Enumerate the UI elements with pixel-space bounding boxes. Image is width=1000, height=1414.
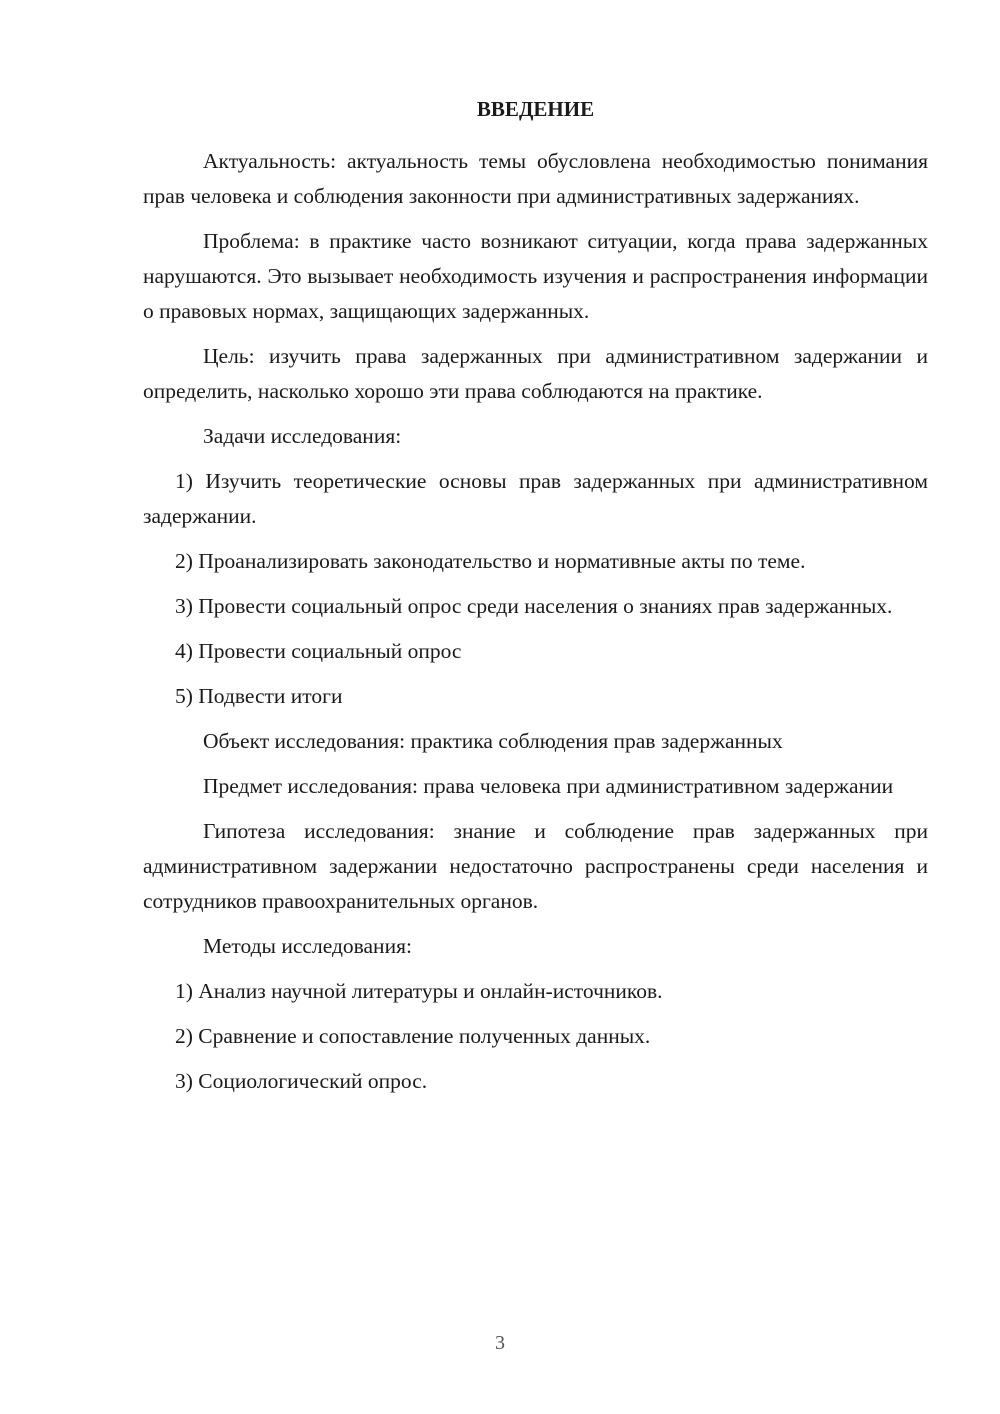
page-number: 3 xyxy=(495,1332,505,1354)
section-heading: ВВЕДЕНИЕ xyxy=(476,97,595,121)
task-item-2: 2) Проанализировать законодательство и нормативные акты по теме. xyxy=(175,549,806,573)
paragraph-hypothesis: Гипотеза исследования: знание и соблюдение прав задержанных при административном задержании недостаточно распространены среди населения и сотрудников правоохранительных органов. xyxy=(143,819,928,913)
method-item-2: 2) Сравнение и сопоставление полученных данных. xyxy=(175,1024,651,1048)
paragraph-problem: Проблема: в практике часто возникают ситуации, когда права задержанных нарушаются. Это вызывает необходимость изучения и распространения информации о правовых нормах, защищающих задержанных. xyxy=(143,229,928,323)
task-item-4: 4) Провести социальный опрос xyxy=(175,639,462,663)
method-item-3: 3) Социологический опрос. xyxy=(175,1069,428,1093)
task-item-3: 3) Провести социальный опрос среди населения о знаниях прав задержанных. xyxy=(175,594,893,618)
paragraph-object: Объект исследования: практика соблюдения прав задержанных xyxy=(203,729,783,753)
document-page xyxy=(143,92,928,1109)
task-item-5: 5) Подвести итоги xyxy=(175,684,343,708)
paragraph-subject: Предмет исследования: права человека при административном задержании xyxy=(203,774,894,798)
task-item-1: 1) Изучить теоретические основы прав задержанных при административном задержании. xyxy=(143,469,928,528)
paragraph-relevance: Актуальность: актуальность темы обусловлена необходимостью понимания прав человека и соблюдения законности при административных задержаниях. xyxy=(143,149,928,208)
methods-title: Методы исследования: xyxy=(203,934,412,958)
method-item-1: 1) Анализ научной литературы и онлайн-источников. xyxy=(175,979,663,1003)
paragraph-goal: Цель: изучить права задержанных при административном задержании и определить, насколько хорошо эти права соблюдаются на практике. xyxy=(143,344,928,403)
tasks-title: Задачи исследования: xyxy=(203,424,402,448)
